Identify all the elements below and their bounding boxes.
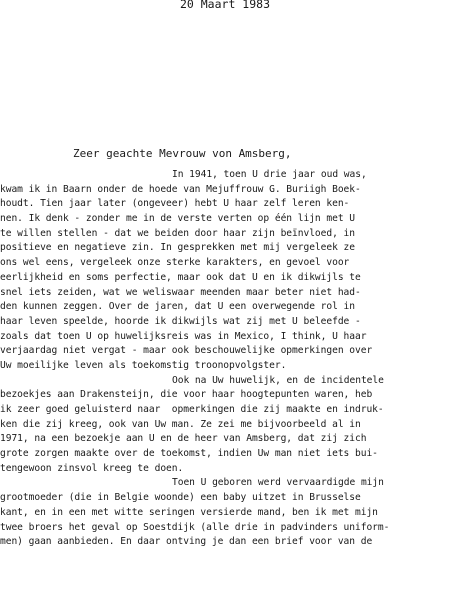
letter-line: tengewoon zinsvol kreeg te doen. <box>0 462 184 474</box>
letter-line: Toen U geboren werd vervaardigde mijn <box>172 477 384 489</box>
letter-line: snel iets zeiden, wat we weliswaar meenden maar beter niet had- <box>0 286 361 298</box>
letter-line: In 1941, toen U drie jaar oud was, <box>172 169 367 180</box>
letter-line: Ook na Uw huwelijk, en de incidentele <box>172 374 384 386</box>
letter-line: te willen stellen - dat we beiden door haar zijn beïnvloed, in <box>0 227 356 239</box>
letter-date: 20 Maart 1983 <box>179 0 270 11</box>
letter-line: positieve en negatieve zin. In gesprekken met mij vergeleek ze <box>0 242 356 254</box>
letter-line: kant, en in een met witte seringen versierde mand, ben ik met mijn <box>0 506 378 518</box>
letter-body <box>0 168 450 550</box>
letter-line: twee broers het geval op Soestdijk (alle drie in padvinders uniform- <box>0 521 390 533</box>
letter-line: zoals dat toen U op huwelijksreis was in Mexico, I think, U haar <box>0 330 367 342</box>
letter-line: houdt. Tien jaar later (ongeveer) hebt U haar zelf leren ken- <box>0 198 350 210</box>
letter-line: haar leven speelde, hoorde ik dikwijls wat zij met U beleefde - <box>0 315 361 327</box>
letter-line: grootmoeder (die in Belgie woonde) een baby uitzet in Brusselse <box>0 492 361 504</box>
letter-line: kwam ik in Baarn onder de hoede van Mejuffrouw G. Buriigh Boek- <box>0 183 361 195</box>
letter-line: nen. Ik denk - zonder me in de verste verten op één lijn met U <box>0 213 356 225</box>
letter-line: ken die zij kreeg, ook van Uw man. Ze zei me bijvoorbeeld al in <box>0 418 361 430</box>
letter-line: ons wel eens, vergeleek onze sterke karakters, en gevoel voor <box>0 257 350 269</box>
letter-line: men) gaan aanbieden. En daar ontving je dan een brief voor van de <box>0 536 373 548</box>
letter-line: bezoekjes aan Drakensteijn, die voor haar hoogtepunten waren, heb <box>0 389 373 401</box>
letter-line: den kunnen zeggen. Over de jaren, dat U een overwegende rol in <box>0 301 356 313</box>
letter-line: 1971, na een bezoekje aan U en de heer van Amsberg, dat zij zich <box>0 433 367 445</box>
letter-line: verjaardag niet vergat - maar ook beschouwelijke opmerkingen over <box>0 345 373 357</box>
letter-line: eerlijkheid en soms perfectie, maar ook dat U en ik dikwijls te <box>0 271 361 283</box>
letter-line: Uw moeilijke leven als toekomstig troonopvolgster. <box>0 359 287 371</box>
letter-salutation: Zeer geachte Mevrouw von Amsberg, <box>73 147 292 160</box>
letter-line: ik zeer goed geluisterd naar opmerkingen die zij maakte en indruk- <box>0 404 384 415</box>
letter-line: grote zorgen maakte over de toekomst, indien Uw man niet iets bui- <box>0 448 378 460</box>
